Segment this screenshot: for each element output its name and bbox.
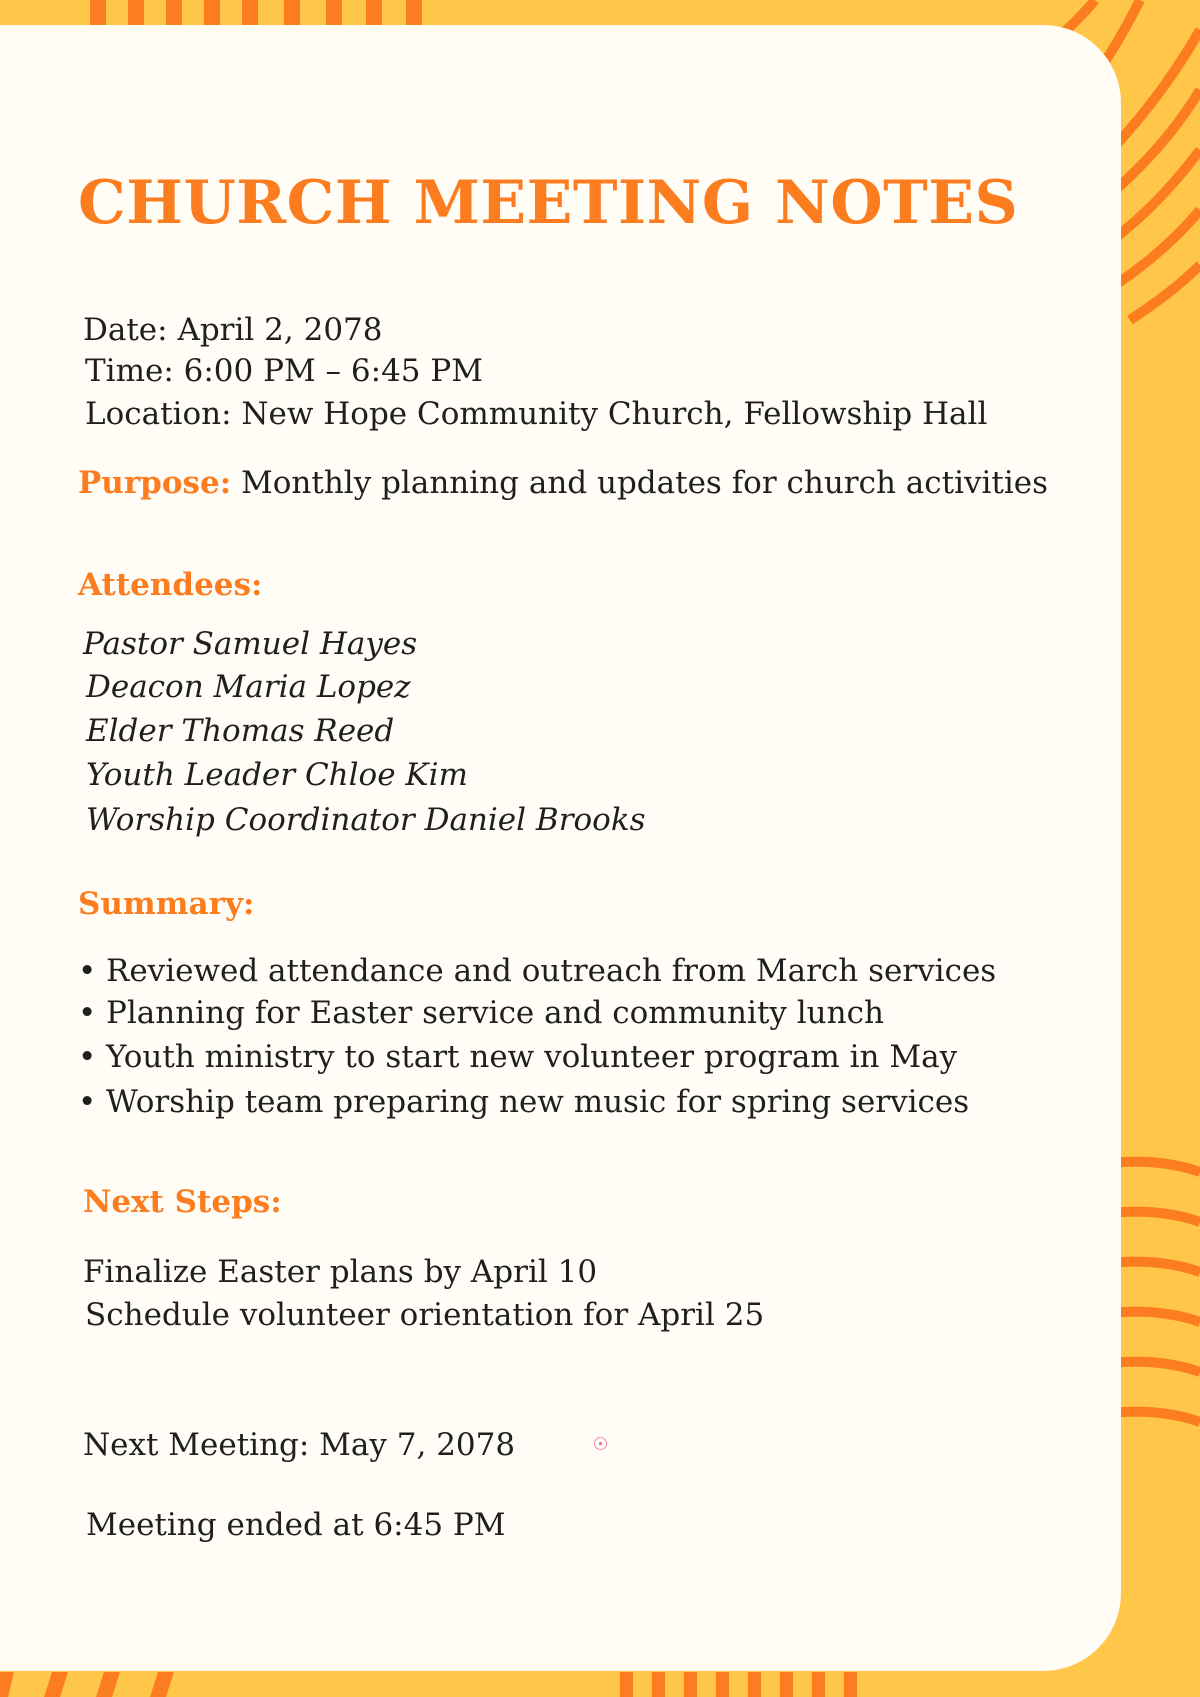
summary-item <box>78 995 884 1031</box>
bullet-icon: • <box>78 1039 97 1075</box>
bottom-left-stripes <box>0 1672 174 1697</box>
attendee-item: Pastor Samuel Hayes <box>83 626 418 662</box>
notes-card <box>0 25 1121 1671</box>
attendee-item: Elder Thomas Reed <box>86 713 395 749</box>
meeting-location: Location: New Hope Community Church, Fellowship Hall <box>85 396 988 432</box>
meeting-ended: Meeting ended at 6:45 PM <box>86 1507 506 1543</box>
summary-item-text: Planning for Easter service and community lunch <box>106 995 884 1031</box>
right-arcs <box>1110 1162 1200 1422</box>
cursor-indicator-icon <box>594 1437 607 1450</box>
bottom-center-stripes <box>620 1672 857 1697</box>
summary-heading: Summary: <box>78 886 255 922</box>
purpose-label: Purpose: <box>78 465 232 501</box>
bullet-icon: • <box>78 995 97 1031</box>
summary-item <box>78 1084 970 1120</box>
summary-item <box>78 953 997 989</box>
next-steps-heading: Next Steps: <box>83 1184 282 1220</box>
summary-item-text: Reviewed attendance and outreach from March services <box>106 953 997 989</box>
top-stripes <box>90 0 422 26</box>
next-meeting: Next Meeting: May 7, 2078 <box>83 1427 516 1463</box>
next-step-item: Schedule volunteer orientation for April 25 <box>85 1297 765 1333</box>
purpose-value: Monthly planning and updates for church activities <box>241 465 1049 501</box>
meeting-date: Date: April 2, 2078 <box>83 312 383 348</box>
attendee-item: Youth Leader Chloe Kim <box>86 757 468 793</box>
page-title: CHURCH MEETING NOTES <box>78 168 1019 238</box>
attendee-item: Worship Coordinator Daniel Brooks <box>86 802 646 838</box>
meeting-time: Time: 6:00 PM – 6:45 PM <box>85 353 483 389</box>
purpose-line <box>78 465 1049 501</box>
attendee-item: Deacon Maria Lopez <box>86 669 411 705</box>
bullet-icon: • <box>78 1084 97 1120</box>
bullet-icon: • <box>78 953 97 989</box>
next-step-item: Finalize Easter plans by April 10 <box>83 1254 598 1290</box>
summary-item <box>78 1039 958 1075</box>
summary-item-text: Youth ministry to start new volunteer program in May <box>106 1039 958 1075</box>
summary-item-text: Worship team preparing new music for spring services <box>106 1084 970 1120</box>
attendees-heading: Attendees: <box>78 567 263 603</box>
